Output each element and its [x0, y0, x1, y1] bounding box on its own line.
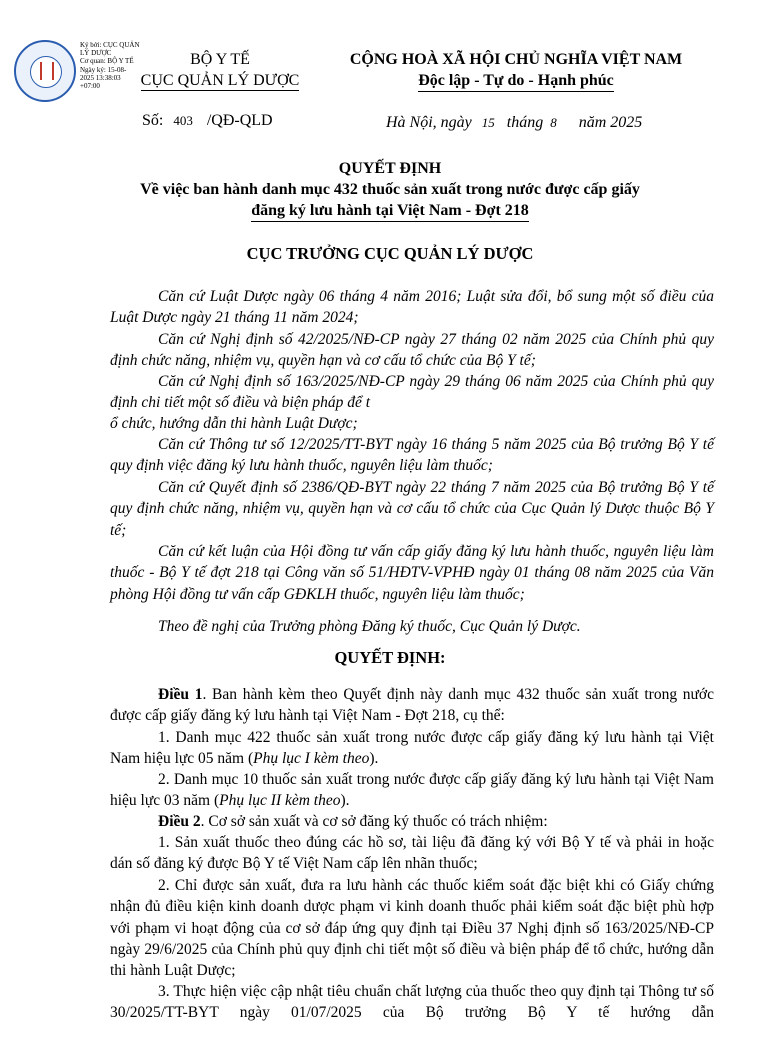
subject-line-1: Về việc ban hành danh mục 432 thuốc sản xuất trong nước được cấp giấy — [140, 181, 640, 198]
article-1 — [110, 684, 714, 727]
signature-line: +07:00 — [80, 82, 100, 91]
document-number — [142, 112, 273, 130]
preamble-decree-163: Căn cứ Nghị định số 163/2025/NĐ-CP ngày 29 tháng 06 năm 2025 của Chính phủ quy định chi tiết một số điều và biện pháp để t — [110, 373, 714, 412]
place-date-prefix: Hà Nội, ngày — [386, 114, 472, 131]
article-2 — [110, 811, 714, 832]
place-date — [386, 114, 642, 132]
number-label: Số: — [142, 112, 164, 129]
article-2-item-1: 1. Sản xuất thuốc theo đúng các hồ sơ, tài liệu đã đăng ký với Bộ Y tế và phải in hoặc dán số đăng ký được Bộ Y tế Việt Nam cấp lên nhãn thuốc; — [110, 834, 714, 873]
signature-line: Ngày ký: 15-08- — [80, 65, 127, 74]
appendix-1-ref: Phụ lục I kèm theo — [253, 750, 370, 768]
preamble-decree-42: Căn cứ Nghị định số 42/2025/NĐ-CP ngày 27 tháng 02 năm 2025 của Chính phủ quy định chức năng, nhiệm vụ, quyền hạn và cơ cấu tổ chức của Bộ Y tế; — [110, 331, 714, 370]
decision-heading: QUYẾT ĐỊNH: — [334, 648, 446, 667]
article-2-item-2: 2. Chỉ được sản xuất, đưa ra lưu hành các thuốc kiểm soát đặc biệt khi có Giấy chứng nhận đủ điều kiện kinh doanh dược phạm vi kinh doanh thuốc phải kiểm soát đặc biệt phù hợp với phạm vi hoạt động của cơ sở đáp ứng quy định tại Điều 37 Nghị định số 163/2025/NĐ-CP ngày 29/6/2025 của Chính phủ quy định chi tiết một số điều và biện pháp để tổ chức, hướng dẫn thi hành Luật Dược; — [110, 877, 714, 980]
number-suffix: /QĐ-QLD — [206, 112, 273, 129]
preamble-circular-12: Căn cứ Thông tư số 12/2025/TT-BYT ngày 16 tháng 5 năm 2025 của Bộ trưởng Bộ Y tế quy định việc đăng ký lưu hành thuốc, nguyên liệu làm thuốc; — [110, 436, 714, 475]
preamble-decision-2386: Căn cứ Quyết định số 2386/QĐ-BYT ngày 22 tháng 7 năm 2025 của Bộ trưởng Bộ Y tế quy định chức năng, nhiệm vụ, quyền hạn và cơ cấu tổ chức của Cục Quản lý Dược thuộc Bộ Y tế; — [110, 479, 714, 539]
agency-seal-logo — [14, 40, 76, 102]
national-motto — [330, 72, 702, 90]
signature-line: Ký bởi: CỤC QUẢN — [80, 41, 140, 49]
article-1-text: . Ban hành kèm theo Quyết định này danh mục 432 thuốc sản xuất trong nước được cấp giấy đăng ký lưu hành tại Việt Nam - Đợt 218, cụ thể: — [110, 686, 714, 725]
issuing-authority: CỤC TRƯỞNG CỤC QUẢN LÝ DƯỢC — [246, 244, 534, 263]
article-1-item-1 — [110, 727, 714, 770]
date-year: năm 2025 — [578, 114, 643, 131]
article-1-item-1-close: ). — [369, 750, 379, 768]
number-value: 403 — [173, 113, 193, 128]
motto-text: Độc lập - Tự do - Hạnh phúc — [418, 72, 614, 92]
article-2-label: Điều 2 — [158, 813, 201, 830]
appendix-2-ref: Phụ lục II kèm theo — [219, 792, 341, 810]
article-1-item-2 — [110, 769, 714, 812]
preamble-proposal: Theo đề nghị của Trưởng phòng Đăng ký thuốc, Cục Quản lý Dược. — [158, 618, 581, 635]
article-1-item-2-text: 2. Danh mục 10 thuốc sản xuất trong nước được cấp giấy đăng ký lưu hành tại Việt Nam hiệu lực 03 năm ( — [110, 771, 714, 810]
preamble-decree-163-cont: ổ chức, hướng dẫn thi hành Luật Dược; — [110, 415, 358, 432]
article-2-item-3: 3. Thực hiện việc cập nhật tiêu chuẩn chất lượng của thuốc theo quy định tại Thông tư số 30/2025/TT-BYT ngày 01/07/2025 của Bộ trưởng Bộ Y tế hướng dẫn — [110, 983, 714, 1022]
subject-line-2 — [90, 202, 690, 220]
subject-line-2-text: đăng ký lưu hành tại Việt Nam - Đợt 218 — [251, 202, 529, 222]
document-heading: QUYẾT ĐỊNH — [338, 160, 442, 177]
date-day: 15 — [481, 115, 495, 130]
date-month: 8 — [550, 115, 557, 130]
preamble-council-conclusion: Căn cứ kết luận của Hội đồng tư vấn cấp giấy đăng ký lưu hành thuốc, nguyên liệu làm thuốc - Bộ Y tế đợt 218 tại Công văn số 51/HĐTV-VPHĐ ngày 01 tháng 08 năm 2025 của Văn phòng Hội đồng tư vấn cấp GĐKLH thuốc, nguyên liệu làm thuốc; — [110, 543, 714, 603]
date-month-label: tháng — [506, 114, 544, 131]
article-1-item-1-text: 1. Danh mục 422 thuốc sản xuất trong nước được cấp giấy đăng ký lưu hành tại Việt Nam hiệu lực 05 năm ( — [110, 729, 714, 768]
agency-name-text: CỤC QUẢN LÝ DƯỢC — [140, 72, 300, 89]
ministry-name: BỘ Y TẾ — [190, 51, 250, 68]
article-2-text: . Cơ sở sản xuất và cơ sở đăng ký thuốc có trách nhiệm: — [200, 813, 548, 830]
article-1-item-2-close: ). — [340, 792, 350, 810]
article-1-label: Điều 1 — [158, 686, 203, 703]
signature-line: 2025 13:38:03 — [80, 73, 121, 82]
signature-line: Cơ quan: BỘ Y TẾ — [80, 57, 134, 66]
country-name: CỘNG HOÀ XÃ HỘI CHỦ NGHĨA VIỆT NAM — [349, 51, 683, 68]
signature-line: LÝ DƯỢC — [80, 49, 112, 58]
agency-name — [128, 72, 312, 90]
preamble-law: Căn cứ Luật Dược ngày 06 tháng 4 năm 2016; Luật sửa đổi, bổ sung một số điều của Luật Dược ngày 21 tháng 11 năm 2024; — [110, 288, 714, 327]
